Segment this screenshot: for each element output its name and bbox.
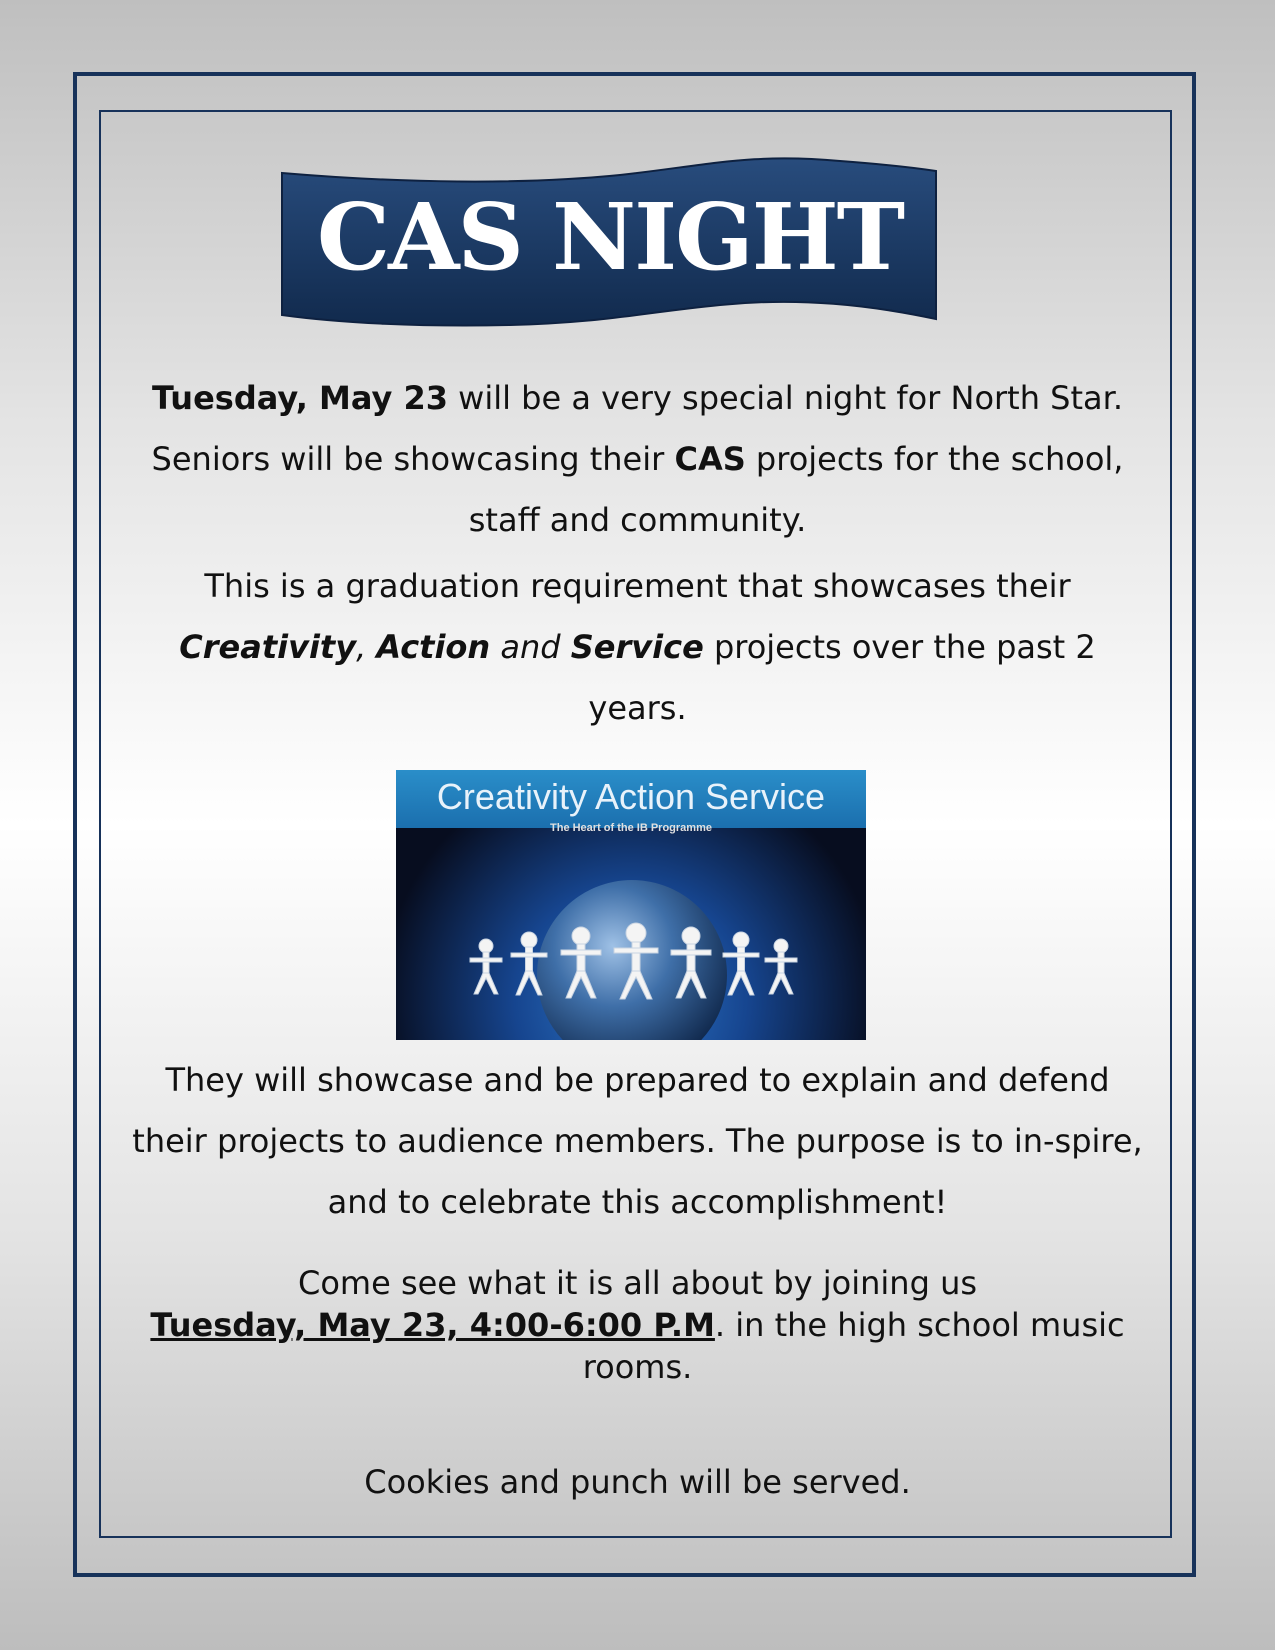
event-time: Tuesday, May 23, 4:00-6:00 P.M [150,1306,715,1344]
event-date: Tuesday, May 23 [151,379,448,417]
page-title: CAS NIGHT [316,183,904,291]
intro-paragraph: Tuesday, May 23 will be a very special night for North Star. Seniors will be showcasing their CAS projects for the school, staff and community. [151,379,1124,539]
cas-logo-image [396,770,866,1040]
service-term: Service [570,628,704,666]
invitation-paragraph: Come see what it is all about by joining us Tuesday, May 23, 4:00-6:00 P.M. in the high school music rooms. [150,1264,1125,1386]
action-term: Action [376,628,491,666]
image-title: Creativity Action Service [436,776,826,817]
purpose-paragraph: They will showcase and be prepared to explain and defend their projects to audience members. The purpose is to in-spire, and to celebrate this accomplishment! [132,1061,1143,1221]
requirement-paragraph: This is a graduation requirement that showcases their Creativity, Action and Service projects over the past 2 years. [179,567,1096,727]
title-banner [280,155,940,340]
image-subtitle: The Heart of the IB Programme [550,822,712,834]
cas-term: CAS [674,440,746,478]
creativity-term: Creativity [179,628,357,666]
refreshments-note: Cookies and punch will be served. [364,1463,911,1501]
